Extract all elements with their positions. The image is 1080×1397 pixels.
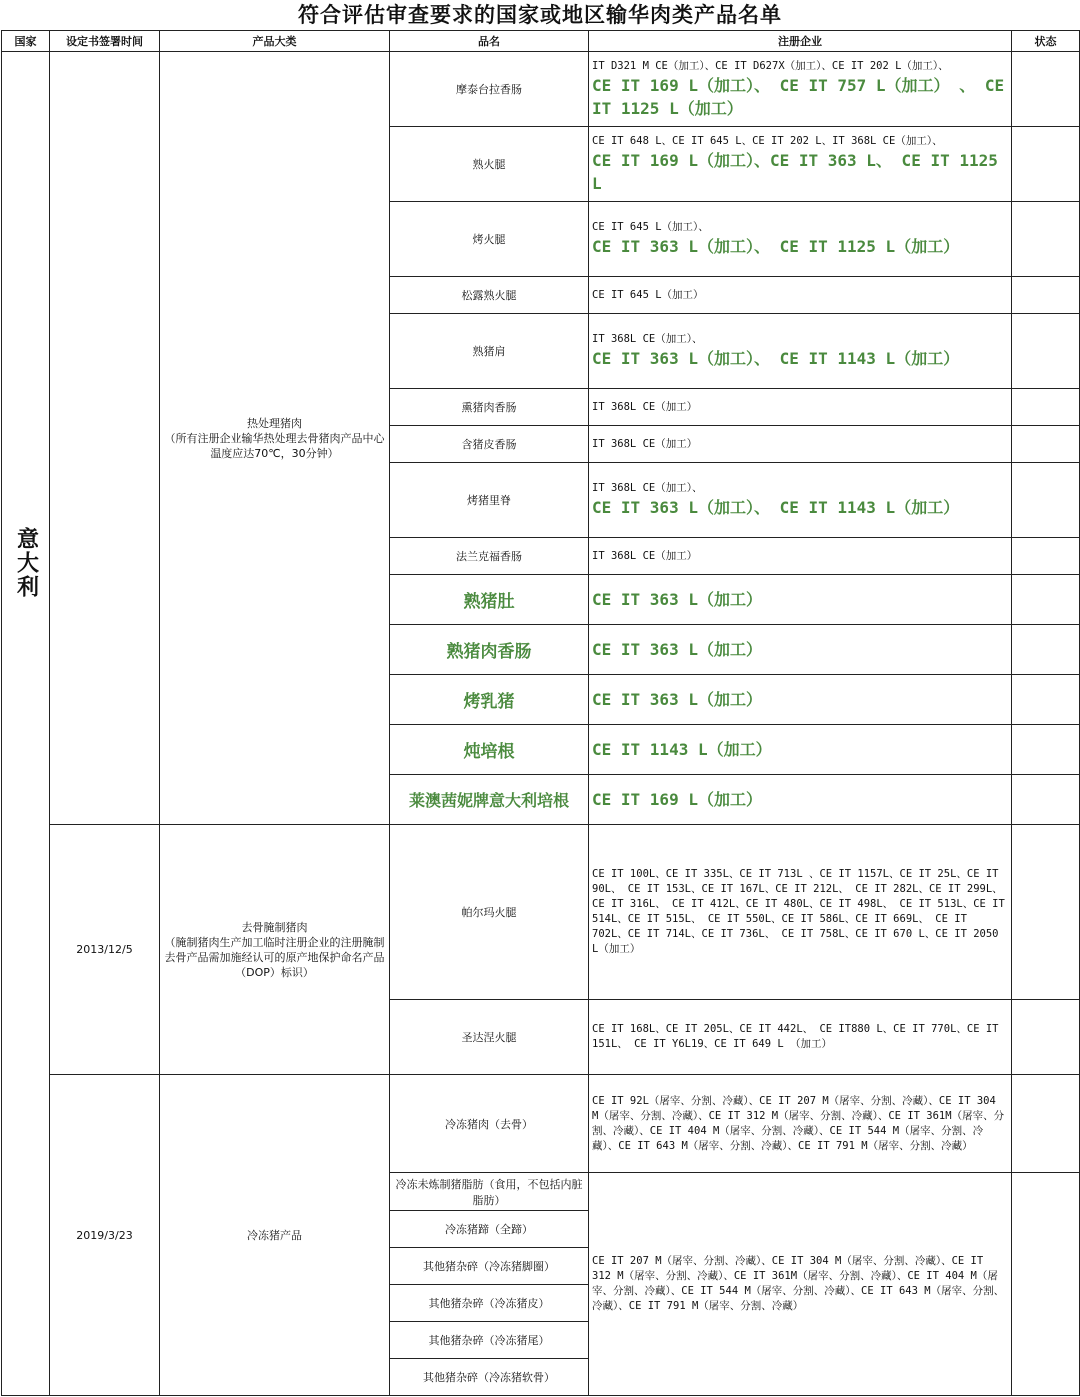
product-cell: 熟猪肚: [390, 575, 589, 625]
enterprise-cell: IT 368L CE（加工）: [589, 389, 1012, 426]
header-row: [2, 31, 1080, 52]
table-row: [2, 1075, 1080, 1173]
country-cell: 意大利: [2, 52, 50, 1075]
status-cell: [1012, 277, 1080, 314]
status-cell: [1012, 52, 1080, 127]
status-cell: [1012, 725, 1080, 775]
product-cell: 烤猪里脊: [390, 463, 589, 538]
category-cell: 冷冻猪产品: [160, 1075, 390, 1396]
product-cell: 法兰克福香肠: [390, 538, 589, 575]
enterprise-cell: CE IT 645 L（加工）: [589, 277, 1012, 314]
header-status: 状态: [1012, 31, 1080, 52]
status-cell: [1012, 575, 1080, 625]
enterprise-cell: CE IT 92L（屠宰、分割、冷藏）、CE IT 207 M（屠宰、分割、冷藏）、CE IT 304 M（屠宰、分割、冷藏）、CE IT 312 M（屠宰、分割、冷藏）、CE IT 361M（屠宰、分割、冷藏）、CE IT 404 M（屠宰、分割、冷藏）、CE IT 544 M（屠宰、分割、冷藏）、CE IT 643 M（屠宰、分割、冷藏）、CE IT 791 M（屠宰、分割、冷藏）: [589, 1075, 1012, 1173]
enterprise-cell: CE IT 1143 L（加工）: [589, 725, 1012, 775]
status-cell: [1012, 775, 1080, 825]
product-cell: 冷冻猪肉（去骨）: [390, 1075, 589, 1173]
status-cell: [1012, 389, 1080, 426]
date-cell: 2013/12/5: [50, 825, 160, 1075]
header-country: 国家: [2, 31, 50, 52]
enterprise-cell: CE IT 363 L（加工）: [589, 675, 1012, 725]
product-cell: 其他猪杂碎（冷冻猪皮）: [390, 1285, 589, 1322]
product-cell: 其他猪杂碎（冷冻猪尾）: [390, 1322, 589, 1359]
enterprise-cell: IT 368L CE（加工）、 CE IT 363 L（加工）、 CE IT 1143 L（加工）: [589, 314, 1012, 389]
status-cell: [1012, 825, 1080, 1000]
product-cell: 烤火腿: [390, 202, 589, 277]
status-cell: [1012, 538, 1080, 575]
enterprise-cell: IT 368L CE（加工）: [589, 426, 1012, 463]
product-cell: 炖培根: [390, 725, 589, 775]
header-enterprise: 注册企业: [589, 31, 1012, 52]
status-cell: [1012, 675, 1080, 725]
product-cell: 熏猪肉香肠: [390, 389, 589, 426]
product-cell: 摩泰台拉香肠: [390, 52, 589, 127]
status-cell: [1012, 1173, 1080, 1396]
table-row: [2, 825, 1080, 1000]
enterprise-cell: IT 368L CE（加工）、 CE IT 363 L（加工）、 CE IT 1143 L（加工）: [589, 463, 1012, 538]
category-cell: 热处理猪肉 （所有注册企业输华热处理去骨猪肉产品中心温度应达70℃，30分钟）: [160, 52, 390, 825]
enterprise-cell: CE IT 168L、CE IT 205L、CE IT 442L、 CE IT880 L、CE IT 770L、CE IT 151L、 CE IT Y6L19、CE IT 649 L （加工）: [589, 1000, 1012, 1075]
category-cell: 去骨腌制猪肉 （腌制猪肉生产加工临时注册企业的注册腌制去骨产品需加施经认可的原产地保护命名产品（DOP）标识）: [160, 825, 390, 1075]
product-cell: 冷冻未炼制猪脂肪（食用，不包括内脏脂肪）: [390, 1173, 589, 1211]
enterprise-cell: IT D321 M CE（加工）、CE IT D627X（加工）、CE IT 202 L（加工）、 CE IT 169 L（加工）、 CE IT 757 L（加工） 、 CE IT 1125 L（加工）: [589, 52, 1012, 127]
status-cell: [1012, 463, 1080, 538]
product-cell: 烤乳猪: [390, 675, 589, 725]
country-cont-cell: [2, 1075, 50, 1396]
status-cell: [1012, 202, 1080, 277]
enterprise-cell: CE IT 363 L（加工）: [589, 625, 1012, 675]
header-product: 品名: [390, 31, 589, 52]
enterprise-cell: CE IT 648 L、CE IT 645 L、CE IT 202 L、IT 368L CE（加工）、 CE IT 169 L（加工）、CE IT 363 L、 CE IT 1125 L: [589, 127, 1012, 202]
table-row: [2, 52, 1080, 127]
date-cell: [50, 52, 160, 825]
date-cell: 2019/3/23: [50, 1075, 160, 1396]
product-cell: 莱澳茜妮牌意大利培根: [390, 775, 589, 825]
header-category: 产品大类: [160, 31, 390, 52]
product-cell: 熟火腿: [390, 127, 589, 202]
product-cell: 冷冻猪蹄（全蹄）: [390, 1211, 589, 1248]
status-cell: [1012, 127, 1080, 202]
product-cell: 熟猪肉香肠: [390, 625, 589, 675]
status-cell: [1012, 314, 1080, 389]
enterprise-cell: CE IT 207 M（屠宰、分割、冷藏）、CE IT 304 M（屠宰、分割、冷藏）、CE IT 312 M（屠宰、分割、冷藏）、CE IT 361M（屠宰、分割、冷藏）、CE IT 404 M（屠宰、分割、冷藏）、CE IT 544 M（屠宰、分割、冷藏）、CE IT 643 M（屠宰、分割、冷藏）、CE IT 791 M（屠宰、分割、冷藏）: [589, 1173, 1012, 1396]
status-cell: [1012, 1000, 1080, 1075]
status-cell: [1012, 426, 1080, 463]
product-cell: 圣达涅火腿: [390, 1000, 589, 1075]
product-list-table: [1, 30, 1080, 1396]
enterprise-cell: IT 368L CE（加工）: [589, 538, 1012, 575]
product-cell: 其他猪杂碎（冷冻猪脚圈）: [390, 1248, 589, 1285]
enterprise-cell: CE IT 363 L（加工）: [589, 575, 1012, 625]
product-cell: 含猪皮香肠: [390, 426, 589, 463]
page-title: 符合评估审查要求的国家或地区输华肉类产品名单: [298, 3, 782, 27]
header-date: 设定书签署时间: [50, 31, 160, 52]
status-cell: [1012, 625, 1080, 675]
product-cell: 其他猪杂碎（冷冻猪软骨）: [390, 1359, 589, 1396]
enterprise-cell: CE IT 645 L（加工）、 CE IT 363 L（加工）、 CE IT 1125 L（加工）: [589, 202, 1012, 277]
product-cell: 帕尔玛火腿: [390, 825, 589, 1000]
status-cell: [1012, 1075, 1080, 1173]
enterprise-cell: CE IT 169 L（加工）: [589, 775, 1012, 825]
product-cell: 熟猪肩: [390, 314, 589, 389]
enterprise-cell: CE IT 100L、CE IT 335L、CE IT 713L 、CE IT 1157L、CE IT 25L、CE IT 90L、 CE IT 153L、CE IT 167L、CE IT 212L、 CE IT 282L、CE IT 299L、CE IT 316L、 CE IT 412L、CE IT 480L、CE IT 498L、 CE IT 513L、CE IT 514L、CE IT 515L、 CE IT 550L、CE IT 586L、CE IT 669L、 CE IT 702L、CE IT 714L、CE IT 736L、 CE IT 758L、CE IT 670 L、CE IT 2050 L（加工）: [589, 825, 1012, 1000]
product-cell: 松露熟火腿: [390, 277, 589, 314]
